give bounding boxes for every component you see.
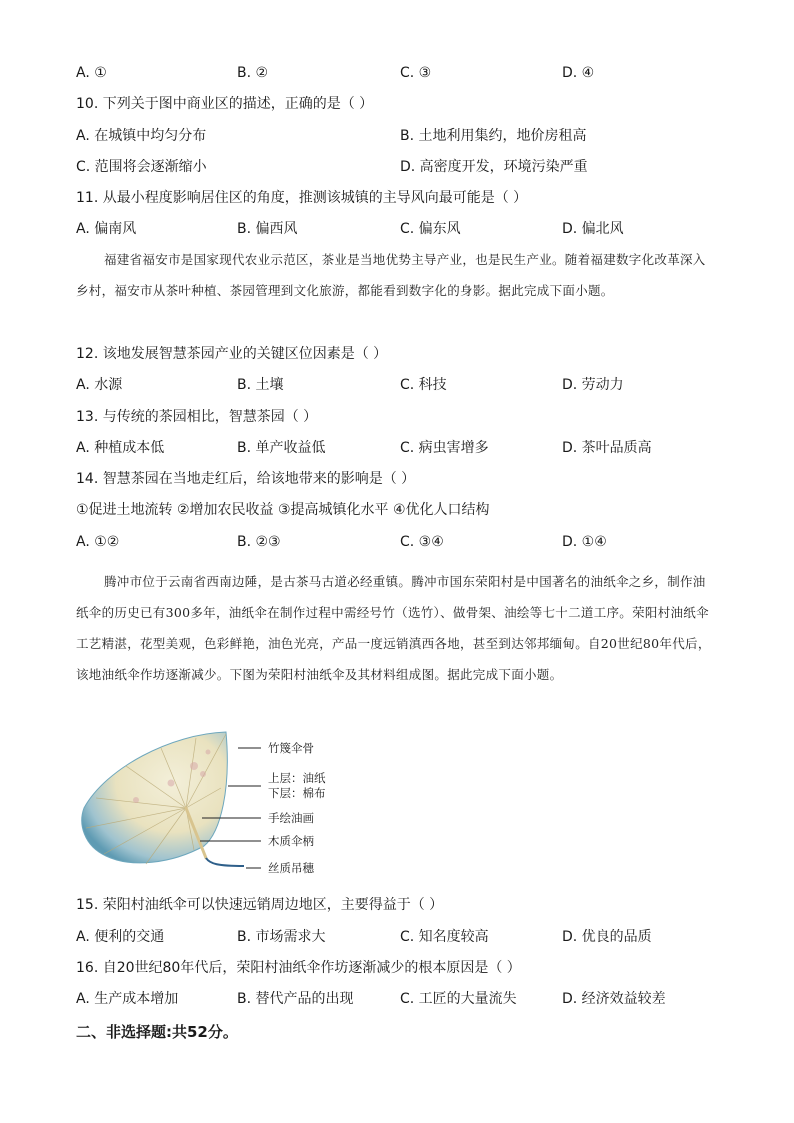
q10-stem: 10. 下列关于图中商业区的描述，正确的是（ ） (76, 96, 374, 112)
q12-option-a: A. 水源 (76, 377, 123, 393)
q10-option-a: A. 在城镇中均匀分布 (76, 128, 207, 144)
q9-option-b: B. ② (237, 65, 269, 81)
q14-option-b: B. ②③ (237, 534, 281, 550)
umbrella-illustration (76, 728, 356, 878)
umbrella-canopy (82, 732, 227, 863)
label-hand-painting: 手绘油画 (268, 811, 314, 825)
q16-option-d: D. 经济效益较差 (562, 991, 666, 1007)
q15-option-c: C. 知名度较高 (400, 929, 489, 945)
q14-stem: 14. 智慧茶园在当地走红后，给该地带来的影响是（ ） (76, 471, 416, 487)
passage-tengchong-umbrella (76, 566, 716, 690)
q12-stem: 12. 该地发展智慧茶园产业的关键区位因素是（ ） (76, 346, 388, 362)
q14-option-d: D. ①④ (562, 534, 607, 550)
q15-stem: 15. 荣阳村油纸伞可以快速远销周边地区，主要得益于（ ） (76, 897, 444, 913)
passage-fuan-tea (76, 244, 716, 306)
q15-option-b: B. 市场需求大 (237, 929, 326, 945)
passage-tengchong-umbrella-text: 腾冲市位于云南省西南边陲，是古茶马古道必经重镇。腾冲市国东荣阳村是中国著名的油纸伞之乡，制作油纸伞的历史已有300多年，油纸伞在制作过程中需经号竹（选竹）、做骨架、油绘等七十二道工序。荣阳村油纸伞工艺精湛，花型美观，色彩鲜艳，油色光亮，产品一度远销滇西各地，甚至到达邻邦缅甸。自20世纪80年代后，该地油纸伞作坊逐渐减少。下图为荣阳村油纸伞及其材料组成图。据此完成下面小题。 (76, 574, 711, 682)
q11-option-c: C. 偏东风 (400, 221, 461, 237)
q10-option-c: C. 范围将会逐渐缩小 (76, 159, 207, 175)
label-wooden-handle: 木质伞柄 (268, 834, 314, 848)
q10-option-d: D. 高密度开发，环境污染严重 (400, 159, 588, 175)
section-heading-nonchoice: 二、非选择题:共52分。 (76, 1023, 238, 1041)
q12-option-b: B. 土壤 (237, 377, 284, 393)
q11-stem: 11. 从最小程度影响居住区的角度，推测该城镇的主导风向最可能是（ ） (76, 190, 528, 206)
label-silk-tassel: 丝质吊穗 (268, 861, 314, 875)
q14-statements: ①促进土地流转 ②增加农民收益 ③提高城镇化水平 ④优化人口结构 (76, 502, 490, 518)
q16-option-c: C. 工匠的大量流失 (400, 991, 517, 1007)
q11-option-d: D. 偏北风 (562, 221, 624, 237)
q14-option-a: A. ①② (76, 534, 120, 550)
q15-option-d: D. 优良的品质 (562, 929, 652, 945)
q16-option-a: A. 生产成本增加 (76, 991, 179, 1007)
q13-option-d: D. 茶叶品质高 (562, 440, 652, 456)
q13-option-b: B. 单产收益低 (237, 440, 326, 456)
label-upper-oil-paper: 上层：油纸 (268, 771, 326, 785)
q12-option-c: C. 科技 (400, 377, 447, 393)
q9-option-d: D. ④ (562, 65, 595, 81)
q11-option-b: B. 偏西风 (237, 221, 298, 237)
q13-option-a: A. 种植成本低 (76, 440, 165, 456)
passage-fuan-tea-text: 福建省福安市是国家现代农业示范区，茶业是当地优势主导产业，也是民生产业。随着福建数字化改革深入乡村，福安市从茶叶种植、茶园管理到文化旅游，都能看到数字化的身影。据此完成下面小题。 (76, 252, 706, 298)
label-lower-cotton: 下层：棉布 (268, 786, 326, 800)
q12-option-d: D. 劳动力 (562, 377, 624, 393)
q16-option-b: B. 替代产品的出现 (237, 991, 354, 1007)
q13-option-c: C. 病虫害增多 (400, 440, 489, 456)
q11-option-a: A. 偏南风 (76, 221, 137, 237)
q10-option-b: B. 土地利用集约，地价房租高 (400, 128, 587, 144)
umbrella-figure (76, 728, 356, 878)
q16-stem: 16. 自20世纪80年代后，荣阳村油纸伞作坊逐渐减少的根本原因是（ ） (76, 960, 521, 976)
q15-option-a: A. 便利的交通 (76, 929, 165, 945)
q9-option-c: C. ③ (400, 65, 432, 81)
q14-option-c: C. ③④ (400, 534, 444, 550)
q9-option-a: A. ① (76, 65, 107, 81)
label-bamboo-ribs: 竹篾伞骨 (268, 741, 314, 755)
q13-stem: 13. 与传统的茶园相比，智慧茶园（ ） (76, 409, 318, 425)
umbrella-tassel (206, 858, 244, 866)
